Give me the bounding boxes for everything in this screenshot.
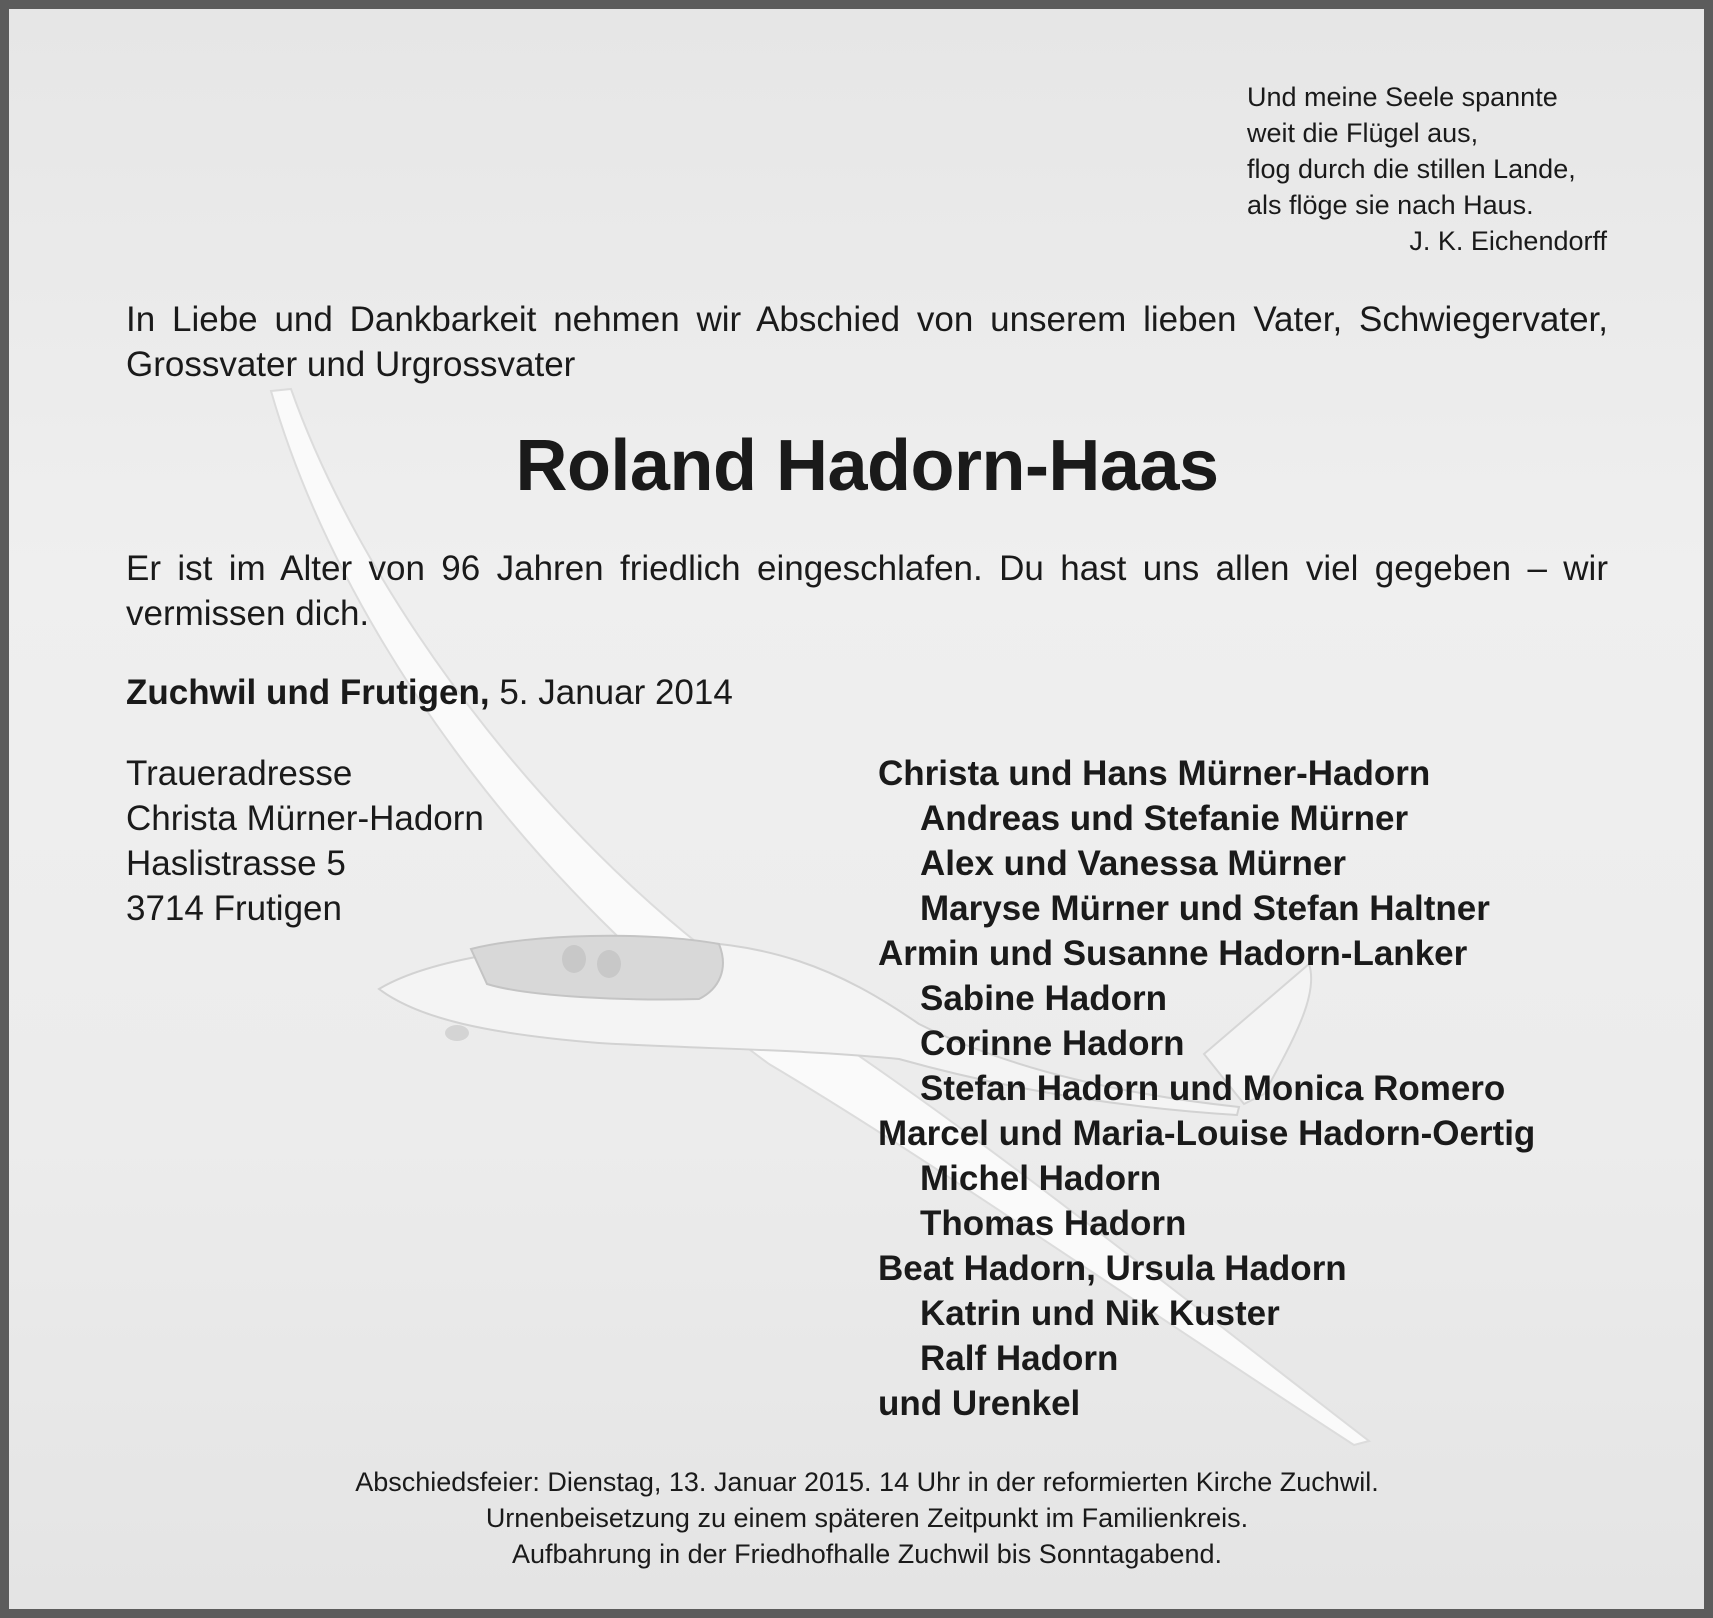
ceremony-line: Aufbahrung in der Friedhofhalle Zuchwil bis Sonntagabend. bbox=[512, 1539, 1222, 1569]
poem-author: J. K. Eichendorff bbox=[1409, 226, 1607, 256]
address-name: Christa Mürner-Hadorn bbox=[126, 799, 484, 838]
ceremony-line: Abschiedsfeier: Dienstag, 13. Januar 2015. 14 Uhr in der reformierten Kirche Zuchwil. bbox=[355, 1467, 1379, 1497]
mourner-family: Marcel und Maria-Louise Hadorn-Oertig bbox=[878, 1114, 1536, 1153]
mourners-list bbox=[878, 751, 1618, 1426]
address-street: Haslistrasse 5 bbox=[126, 844, 346, 883]
ceremony-line: Urnenbeisetzung zu einem späteren Zeitpunkt im Familienkreis. bbox=[485, 1503, 1249, 1533]
address-city: 3714 Frutigen bbox=[126, 889, 342, 928]
poem-line: weit die Flügel aus, bbox=[1247, 118, 1479, 148]
mourner-grandchild: Michel Hadorn bbox=[920, 1159, 1162, 1198]
mourner-grandchild: Thomas Hadorn bbox=[920, 1204, 1187, 1243]
mourner-family: Armin und Susanne Hadorn-Lanker bbox=[878, 934, 1468, 973]
poem-line: Und meine Seele spannte bbox=[1247, 82, 1558, 112]
poem-block bbox=[1247, 79, 1607, 259]
mourner-great-grandchildren: und Urenkel bbox=[878, 1384, 1081, 1423]
mourner-grandchild: Andreas und Stefanie Mürner bbox=[920, 799, 1409, 838]
message-text: Er ist im Alter von 96 Jahren friedlich eingeschlafen. Du hast uns allen viel gegeben – wir vermissen dich. bbox=[126, 549, 1608, 633]
poem-line: flog durch die stillen Lande, bbox=[1247, 154, 1576, 184]
deceased-name: Roland Hadorn-Haas bbox=[515, 426, 1219, 506]
address-label: Traueradresse bbox=[126, 754, 353, 793]
mourner-grandchild: Stefan Hadorn und Monica Romero bbox=[920, 1069, 1506, 1108]
mourner-grandchild: Corinne Hadorn bbox=[920, 1024, 1185, 1063]
mourning-address bbox=[126, 751, 484, 931]
date-text: 5. Januar 2014 bbox=[499, 673, 733, 712]
place-date-line bbox=[126, 670, 733, 715]
mourner-family: Christa und Hans Mürner-Hadorn bbox=[878, 754, 1431, 793]
poem-line: als flöge sie nach Haus. bbox=[1247, 190, 1534, 220]
ceremony-info bbox=[126, 1464, 1608, 1572]
intro-text: In Liebe und Dankbarkeit nehmen wir Abschied von unserem lieben Vater, Schwiegervater, Grossvater und Urgrossvater bbox=[126, 300, 1608, 384]
mourner-grandchild: Katrin und Nik Kuster bbox=[920, 1294, 1280, 1333]
mourner-grandchild: Ralf Hadorn bbox=[920, 1339, 1119, 1378]
mourner-grandchild: Alex und Vanessa Mürner bbox=[920, 844, 1346, 883]
mourner-family: Beat Hadorn, Ursula Hadorn bbox=[878, 1249, 1347, 1288]
mourner-grandchild: Maryse Mürner und Stefan Haltner bbox=[920, 889, 1490, 928]
place-text: Zuchwil und Frutigen, bbox=[126, 673, 490, 712]
mourner-grandchild: Sabine Hadorn bbox=[920, 979, 1167, 1018]
